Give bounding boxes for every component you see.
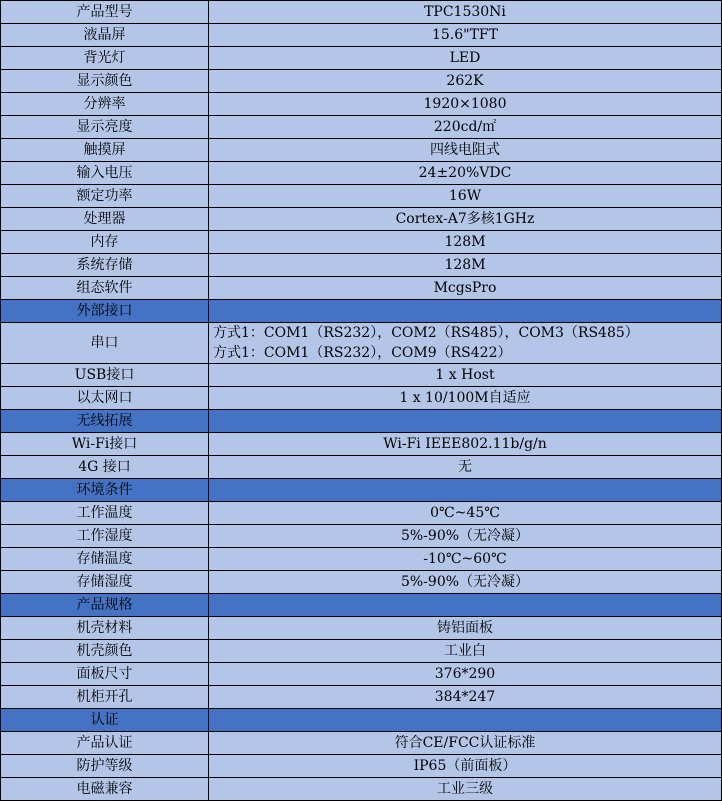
spec-row	[1, 387, 722, 410]
spec-label: 组态软件	[1, 277, 209, 300]
spec-label: 显示颜色	[1, 70, 209, 93]
spec-label: 额定功率	[1, 185, 209, 208]
spec-label: 串口	[1, 323, 209, 364]
spec-label: 触摸屏	[1, 139, 209, 162]
spec-row	[1, 686, 722, 709]
section-title: 认证	[1, 709, 209, 732]
spec-value: 128M	[209, 231, 722, 254]
spec-row	[1, 1, 722, 24]
spec-label: 处理器	[1, 208, 209, 231]
spec-label: 分辨率	[1, 93, 209, 116]
spec-row	[1, 617, 722, 640]
spec-label: 工作温度	[1, 502, 209, 525]
spec-value: 工业白	[209, 640, 722, 663]
spec-row	[1, 663, 722, 686]
spec-label: 机柜开孔	[1, 686, 209, 709]
spec-row	[1, 456, 722, 479]
spec-row	[1, 548, 722, 571]
spec-label: 产品型号	[1, 1, 209, 24]
spec-value: 220cd/㎡	[209, 116, 722, 139]
section-fill	[209, 410, 722, 433]
spec-row	[1, 778, 722, 801]
spec-row	[1, 732, 722, 755]
spec-row	[1, 755, 722, 778]
spec-label: 液晶屏	[1, 24, 209, 47]
spec-value: 5%-90%（无冷凝）	[209, 571, 722, 594]
spec-label: 机壳材料	[1, 617, 209, 640]
spec-value: 铸铝面板	[209, 617, 722, 640]
spec-value: 四线电阻式	[209, 139, 722, 162]
spec-row	[1, 254, 722, 277]
spec-value: McgsPro	[209, 277, 722, 300]
section-header-row	[1, 709, 722, 732]
spec-row	[1, 323, 722, 364]
spec-row	[1, 139, 722, 162]
spec-row	[1, 116, 722, 139]
spec-row	[1, 208, 722, 231]
spec-value: 1 x 10/100M自适应	[209, 387, 722, 410]
spec-value-line: 方式1：COM1（RS232），COM2（RS485），COM3（RS485）	[213, 325, 639, 341]
spec-row	[1, 277, 722, 300]
spec-value: 128M	[209, 254, 722, 277]
spec-row	[1, 231, 722, 254]
spec-label: 4G 接口	[1, 456, 209, 479]
spec-value: 376*290	[209, 663, 722, 686]
spec-label: 存储湿度	[1, 571, 209, 594]
spec-label: 防护等级	[1, 755, 209, 778]
spec-label: 工作湿度	[1, 525, 209, 548]
spec-row	[1, 571, 722, 594]
spec-table-body	[1, 1, 722, 801]
spec-label: 内存	[1, 231, 209, 254]
spec-row	[1, 185, 722, 208]
spec-value: TPC1530Ni	[209, 1, 722, 24]
spec-value-line: 方式1：COM1（RS232），COM9（RS422）	[213, 345, 512, 361]
spec-row	[1, 24, 722, 47]
section-header-row	[1, 300, 722, 323]
spec-value: Wi-Fi IEEE802.11b/g/n	[209, 433, 722, 456]
section-title: 产品规格	[1, 594, 209, 617]
spec-value: 262K	[209, 70, 722, 93]
section-title: 环境条件	[1, 479, 209, 502]
section-fill	[209, 709, 722, 732]
spec-row	[1, 640, 722, 663]
spec-value: 符合CE/FCC认证标准	[209, 732, 722, 755]
spec-row	[1, 93, 722, 116]
spec-value: 16W	[209, 185, 722, 208]
spec-label: Wi-Fi接口	[1, 433, 209, 456]
spec-label: 产品认证	[1, 732, 209, 755]
spec-row	[1, 47, 722, 70]
spec-row	[1, 162, 722, 185]
spec-value: 384*247	[209, 686, 722, 709]
spec-label: 存储温度	[1, 548, 209, 571]
section-title: 无线拓展	[1, 410, 209, 433]
spec-label: 显示亮度	[1, 116, 209, 139]
spec-row	[1, 70, 722, 93]
section-header-row	[1, 410, 722, 433]
spec-row	[1, 502, 722, 525]
spec-value: IP65（前面板）	[209, 755, 722, 778]
spec-value: -10℃~60℃	[209, 548, 722, 571]
spec-label: 背光灯	[1, 47, 209, 70]
spec-label: 电磁兼容	[1, 778, 209, 801]
spec-row	[1, 364, 722, 387]
spec-value: 工业三级	[209, 778, 722, 801]
spec-value: 无	[209, 456, 722, 479]
spec-value: 5%-90%（无冷凝）	[209, 525, 722, 548]
section-fill	[209, 594, 722, 617]
spec-label: 系统存储	[1, 254, 209, 277]
section-fill	[209, 479, 722, 502]
spec-row	[1, 433, 722, 456]
spec-row	[1, 525, 722, 548]
section-title: 外部接口	[1, 300, 209, 323]
spec-value: 24±20%VDC	[209, 162, 722, 185]
section-fill	[209, 300, 722, 323]
section-header-row	[1, 479, 722, 502]
spec-value: 0℃~45℃	[209, 502, 722, 525]
spec-value: 15.6"TFT	[209, 24, 722, 47]
spec-label: 输入电压	[1, 162, 209, 185]
spec-value: Cortex-A7多核1GHz	[209, 208, 722, 231]
spec-label: 机壳颜色	[1, 640, 209, 663]
spec-label: 面板尺寸	[1, 663, 209, 686]
spec-label: 以太网口	[1, 387, 209, 410]
spec-value: LED	[209, 47, 722, 70]
spec-value: 1920×1080	[209, 93, 722, 116]
spec-value: 1 x Host	[209, 364, 722, 387]
spec-value	[209, 323, 722, 364]
spec-label: USB接口	[1, 364, 209, 387]
section-header-row	[1, 594, 722, 617]
